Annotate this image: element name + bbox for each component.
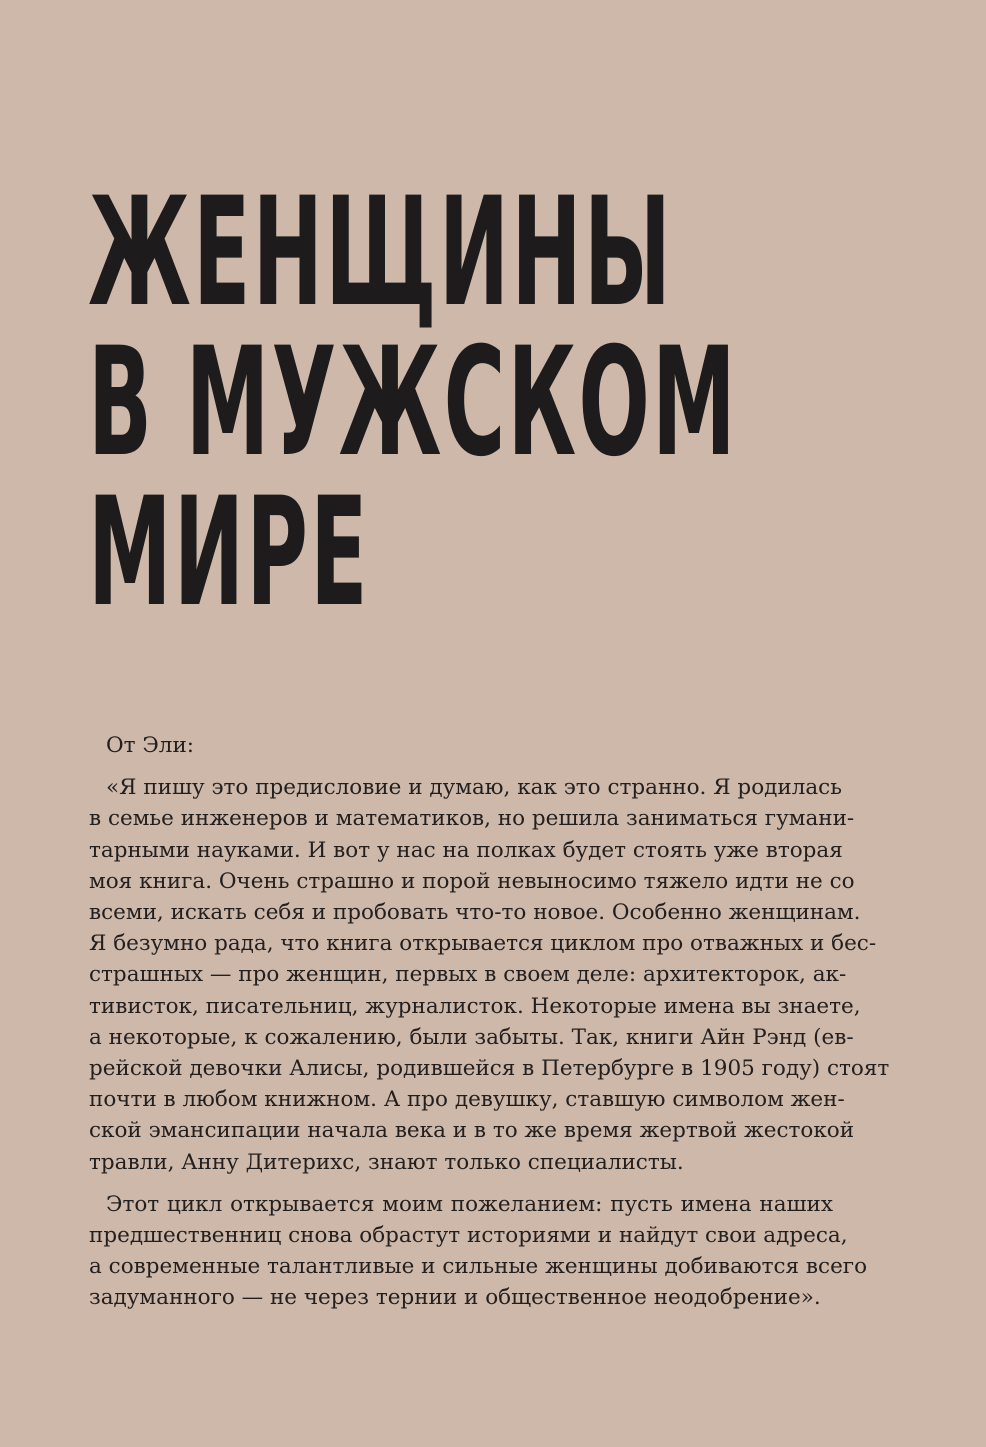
preface-attribution: От Эли:	[106, 733, 195, 758]
text-line: а современные талантливые и сильные женщины добиваются всего	[89, 1254, 868, 1280]
preface-paragraph-1	[89, 772, 890, 1178]
chapter-title-line-2: В МУЖСКОМ	[88, 316, 738, 490]
text-line: травли, Анну Дитерихс, знают только специалисты.	[89, 1149, 684, 1175]
preface-paragraph-2	[89, 1189, 868, 1314]
text-line: задуманного — не через тернии и общественное неодобрение».	[89, 1285, 821, 1311]
text-line: предшественниц снова обрастут историями и найдут свои адреса,	[89, 1223, 848, 1249]
text-line: тивисток, писательниц, журналисток. Некоторые имена вы знаете,	[89, 993, 861, 1019]
preface-text	[89, 730, 890, 1314]
text-line: почти в любом книжном. А про девушку, ставшую символом жен-	[89, 1087, 845, 1113]
text-line: моя книга. Очень страшно и порой невыносимо тяжело идти не со	[89, 868, 855, 894]
text-line: всеми, искать себя и пробовать что-то новое. Особенно женщинам.	[89, 900, 861, 926]
chapter-title-line-3: МИРЕ	[88, 466, 370, 640]
text-line: ской эмансипации начала века и в то же время жертвой жестокой	[89, 1118, 855, 1144]
text-line: а некоторые, к сожалению, были забыты. Так, книги Айн Рэнд (ев-	[89, 1024, 854, 1050]
text-line: Я безумно рада, что книга открывается циклом про отважных и бес-	[89, 931, 877, 957]
text-line: рейской девочки Алисы, родившейся в Петербурге в 1905 году) стоят	[89, 1056, 890, 1082]
text-line: в семье инженеров и математиков, но решила заниматься гумани-	[89, 806, 855, 832]
text-line: страшных — про женщин, первых в своем деле: архитекторок, ак-	[89, 962, 847, 988]
chapter-title-line-1: ЖЕНЩИНЫ	[88, 166, 674, 340]
text-line: «Я пишу это предисловие и думаю, как это странно. Я родилась	[106, 775, 842, 801]
chapter-title	[88, 166, 986, 640]
text-line: Этот цикл открывается моим пожеланием: пусть имена наших	[106, 1191, 833, 1217]
text-line: тарными науками. И вот у нас на полках будет стоять уже вторая	[89, 837, 843, 863]
